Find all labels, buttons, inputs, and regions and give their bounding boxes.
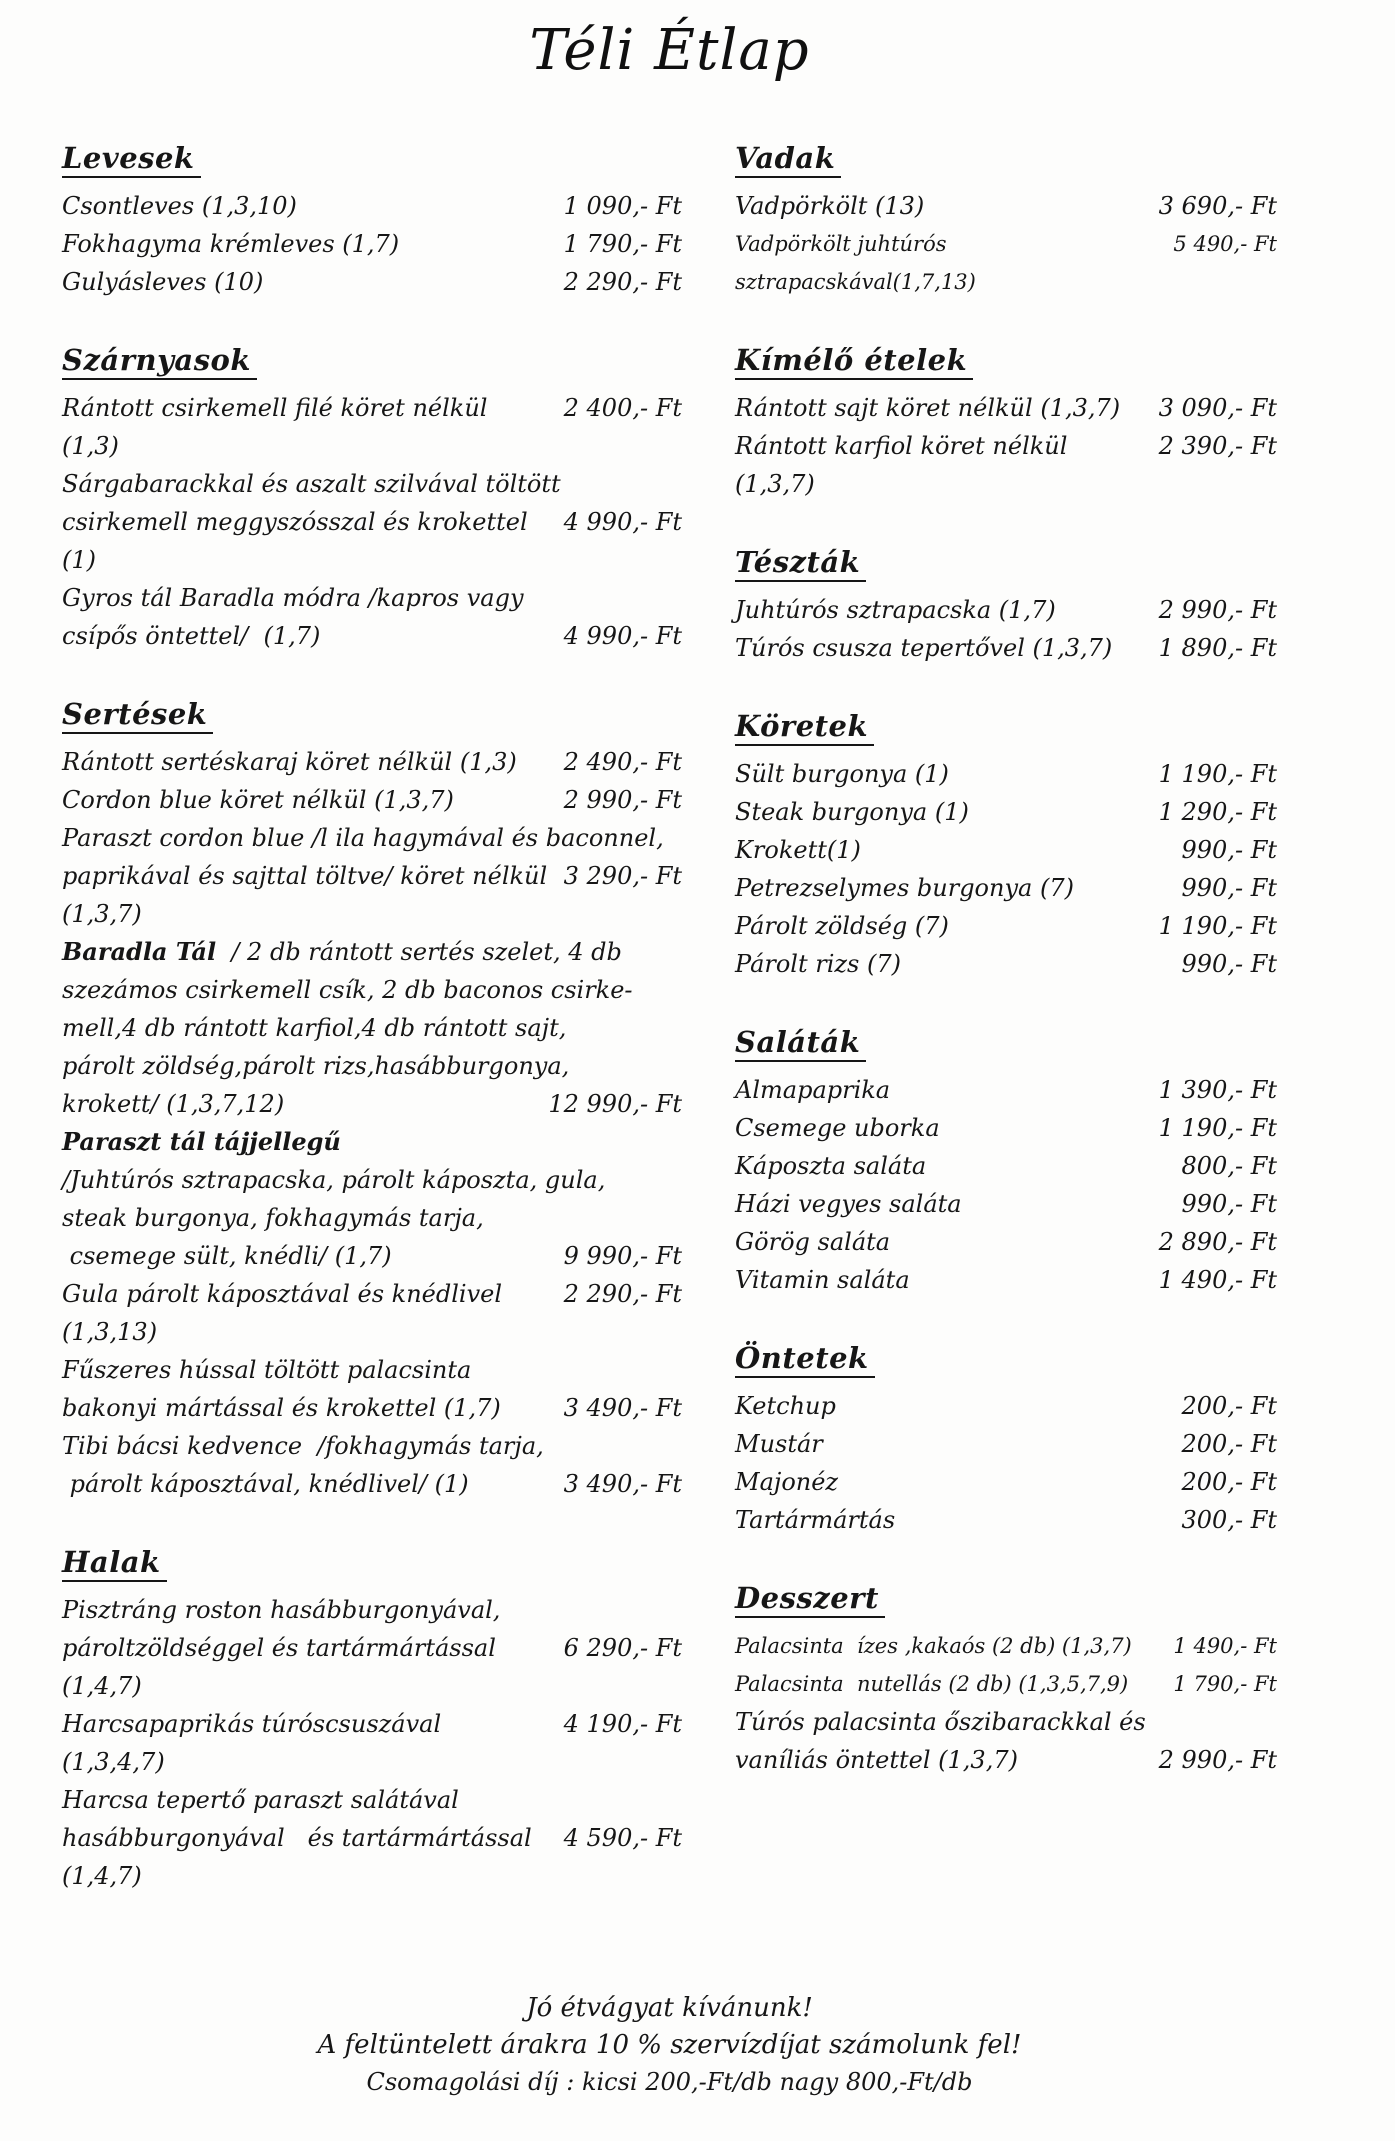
item-price: 2 890,- Ft xyxy=(1158,1228,1277,1256)
item-text xyxy=(735,755,949,793)
menu-item-line xyxy=(62,1819,682,1895)
item-text xyxy=(62,1591,500,1629)
item-price: 1 490,- Ft xyxy=(1173,1634,1277,1658)
footer-line: Jó étvágyat kívánunk! xyxy=(526,1993,813,2023)
item-text-part: paprikával és sajttal töltve/ köret nélkül (1,3,7) xyxy=(62,862,555,928)
menu-section xyxy=(735,1025,1277,1299)
item-text-part: vaníliás öntettel (1,3,7) xyxy=(735,1746,1018,1774)
item-text xyxy=(62,819,664,857)
item-text-part: Rántott csirkemell filé köret nélkül (1,3) xyxy=(62,394,496,460)
menu-section xyxy=(735,1341,1277,1539)
section-heading: Saláták xyxy=(735,1025,866,1062)
item-text xyxy=(62,1781,459,1819)
menu-item-line xyxy=(62,1161,682,1199)
item-text-part: Cordon blue köret nélkül (1,3,7) xyxy=(62,786,454,814)
item-text xyxy=(735,629,1112,667)
section-heading: Szárnyasok xyxy=(62,343,257,380)
item-text-part: Harcsapaprikás túróscsuszával (1,3,4,7) xyxy=(62,1710,449,1776)
menu-item-line xyxy=(735,1665,1277,1703)
item-text xyxy=(735,1261,910,1299)
item-text xyxy=(62,743,517,781)
item-text-part: Fokhagyma krémleves (1,7) xyxy=(62,230,400,258)
item-text xyxy=(735,945,901,983)
item-price: 300,- Ft xyxy=(1181,1506,1277,1534)
menu-item-line xyxy=(62,579,682,617)
menu-item-line xyxy=(62,1237,682,1275)
item-text-part: Rántott sajt köret nélkül (1,3,7) xyxy=(735,394,1121,422)
menu-item-line xyxy=(62,933,682,971)
item-text xyxy=(735,1185,962,1223)
item-text xyxy=(62,1465,469,1503)
item-text xyxy=(62,1819,550,1895)
item-text-part: Párolt zöldség (7) xyxy=(735,912,949,940)
item-text-part: csirkemell meggyszósszal és krokettel (1) xyxy=(62,508,536,574)
item-price: 12 990,- Ft xyxy=(548,1090,682,1118)
menu-item-line xyxy=(62,743,682,781)
item-price: 2 290,- Ft xyxy=(563,268,682,296)
menu-item-line xyxy=(735,1387,1277,1425)
item-price: 990,- Ft xyxy=(1181,950,1277,978)
section-heading: Vadak xyxy=(735,141,841,178)
menu-item-line xyxy=(735,389,1277,427)
item-text-part: Gulyásleves (10) xyxy=(62,268,264,296)
item-text xyxy=(62,781,454,819)
item-text-part: Sült burgonya (1) xyxy=(735,760,949,788)
menu-item-line xyxy=(735,1425,1277,1463)
item-text-part: Vitamin saláta xyxy=(735,1266,910,1294)
item-text xyxy=(735,1627,1132,1665)
item-text-part: Paraszt cordon blue /l ila hagymával és baconnel, xyxy=(62,824,664,852)
item-price: 2 390,- Ft xyxy=(1158,432,1277,460)
item-price: 200,- Ft xyxy=(1181,1392,1277,1420)
item-text-part: párolt zöldség,párolt rizs,hasábburgonya, xyxy=(62,1052,570,1080)
section-heading: Köretek xyxy=(735,709,874,746)
item-price: 2 490,- Ft xyxy=(563,748,682,776)
menu-item-line xyxy=(62,503,682,579)
footer-line: A feltüntelett árakra 10 % szervízdíjat számolunk fel! xyxy=(317,2030,1022,2060)
item-text-part: Palacsinta nutellás (2 db) (1,3,5,7,9) xyxy=(735,1672,1129,1696)
item-text xyxy=(735,187,924,225)
item-text xyxy=(62,617,320,655)
item-text-bold: Paraszt tál tájjellegű xyxy=(62,1127,341,1156)
menu-item-line xyxy=(62,389,682,465)
item-price: 3 690,- Ft xyxy=(1158,192,1277,220)
item-text xyxy=(62,1389,501,1427)
menu-item-line xyxy=(735,1109,1277,1147)
item-price: 2 290,- Ft xyxy=(563,1280,682,1308)
menu-item-line xyxy=(62,1085,682,1123)
menu-item-line xyxy=(735,1627,1277,1665)
item-text-part: Tartármártás xyxy=(735,1506,896,1534)
menu-item-line xyxy=(735,945,1277,983)
item-text-part: steak burgonya, fokhagymás tarja, xyxy=(62,1204,484,1232)
item-text xyxy=(62,225,399,263)
item-text-part: Vadpörkölt (13) xyxy=(735,192,925,220)
menu-item-line xyxy=(62,1047,682,1085)
item-text-part: Házi vegyes saláta xyxy=(735,1190,962,1218)
menu-item-line xyxy=(62,263,682,301)
item-price: 200,- Ft xyxy=(1181,1430,1277,1458)
item-price: 1 390,- Ft xyxy=(1158,1076,1277,1104)
item-text xyxy=(735,1703,1146,1741)
item-text-part: Párolt rizs (7) xyxy=(735,950,901,978)
menu-item-line xyxy=(735,907,1277,945)
item-price: 3 290,- Ft xyxy=(563,862,682,890)
item-price: 3 490,- Ft xyxy=(563,1470,682,1498)
item-text-part: Mustár xyxy=(735,1430,823,1458)
section-heading: Desszert xyxy=(735,1581,885,1618)
menu-item-line xyxy=(735,427,1277,503)
menu-item-line xyxy=(735,1261,1277,1299)
item-text xyxy=(62,263,263,301)
item-text-part: hasábburgonyával és tartármártással (1,4,7) xyxy=(62,1824,547,1890)
item-text xyxy=(735,1741,1018,1779)
menu-item-line xyxy=(62,1427,682,1465)
item-price: 6 290,- Ft xyxy=(563,1634,682,1662)
item-text xyxy=(62,1085,284,1123)
menu-item-line xyxy=(62,1123,682,1161)
item-price: 4 990,- Ft xyxy=(563,622,682,650)
item-price: 2 990,- Ft xyxy=(1158,596,1277,624)
item-text xyxy=(735,1501,895,1539)
menu-item-line xyxy=(735,1071,1277,1109)
menu-item-line xyxy=(62,857,682,933)
item-text-part: / 2 db rántott sertés szelet, 4 db xyxy=(216,938,622,966)
section-heading: Öntetek xyxy=(735,1341,875,1378)
item-text-part: Görög saláta xyxy=(735,1228,891,1256)
menu-item-line xyxy=(62,617,682,655)
item-price: 4 190,- Ft xyxy=(563,1710,682,1738)
item-text xyxy=(735,591,1056,629)
item-text xyxy=(62,187,297,225)
item-text-part: Túrós palacsinta őszibarackkal és xyxy=(735,1708,1146,1736)
item-text-part: Gyros tál Baradla módra /kapros vagy xyxy=(62,584,524,612)
item-text-part: Ketchup xyxy=(735,1392,836,1420)
item-text xyxy=(62,1199,484,1237)
menu-item-line xyxy=(62,1351,682,1389)
item-price: 5 490,- Ft xyxy=(1173,232,1277,256)
item-price: 1 090,- Ft xyxy=(563,192,682,220)
menu-item-line xyxy=(735,591,1277,629)
item-price: 1 190,- Ft xyxy=(1158,912,1277,940)
menu-item-line xyxy=(62,1591,682,1629)
section-heading: Halak xyxy=(62,1545,167,1582)
item-text xyxy=(735,225,1159,301)
item-price: 990,- Ft xyxy=(1181,1190,1277,1218)
item-text-part: krokett/ (1,3,7,12) xyxy=(62,1090,285,1118)
item-price: 1 790,- Ft xyxy=(1173,1672,1277,1696)
menu-item-line xyxy=(62,225,682,263)
menu-item-line xyxy=(735,831,1277,869)
item-text-part: Csemege uborka xyxy=(735,1114,940,1142)
item-text-part: Vadpörkölt juhtúrós sztrapacskával(1,7,13) xyxy=(735,232,976,294)
menu-item-line xyxy=(62,1629,682,1705)
item-text-part: Rántott sertéskaraj köret nélkül (1,3) xyxy=(62,748,517,776)
item-price: 3 090,- Ft xyxy=(1158,394,1277,422)
item-price: 1 490,- Ft xyxy=(1158,1266,1277,1294)
item-text xyxy=(735,831,861,869)
item-text xyxy=(735,1463,838,1501)
item-text-part: /Juhtúrós sztrapacska, párolt káposzta, gula, xyxy=(62,1166,606,1194)
menu-item-line xyxy=(62,819,682,857)
item-text-part: Rántott karfiol köret nélkül (1,3,7) xyxy=(735,432,1076,498)
item-text xyxy=(735,869,1074,907)
section-heading: Tészták xyxy=(735,545,866,582)
menu-item-line xyxy=(735,1703,1277,1741)
menu-section xyxy=(62,141,682,301)
item-text-part: pároltzöldséggel és tartármártással (1,4,7) xyxy=(62,1634,504,1700)
menu-item-line xyxy=(735,869,1277,907)
item-text-part: Sárgabarackkal és aszalt szilvával töltött xyxy=(62,470,561,498)
menu-item-line xyxy=(735,1147,1277,1185)
item-text xyxy=(62,1705,550,1781)
menu-item-line xyxy=(62,465,682,503)
footer-line: Csomagolási díj : kicsi 200,-Ft/db nagy 800,-Ft/db xyxy=(366,2068,973,2096)
item-price: 1 290,- Ft xyxy=(1158,798,1277,826)
item-text xyxy=(62,1427,544,1465)
item-text xyxy=(62,579,524,617)
menu-item-line xyxy=(735,1501,1277,1539)
menu-item-line xyxy=(735,629,1277,667)
menu-item-line xyxy=(735,225,1277,301)
menu-item-line xyxy=(62,187,682,225)
item-text xyxy=(735,1223,890,1261)
item-text-part: mell,4 db rántott karfiol,4 db rántott sajt, xyxy=(62,1014,567,1042)
item-text xyxy=(62,857,555,933)
item-price: 3 490,- Ft xyxy=(563,1394,682,1422)
menu-item-line xyxy=(62,1781,682,1819)
menu-columns xyxy=(62,141,1277,1895)
item-text xyxy=(62,933,622,971)
item-price: 990,- Ft xyxy=(1181,836,1277,864)
item-price: 4 990,- Ft xyxy=(563,508,682,536)
item-price: 1 190,- Ft xyxy=(1158,1114,1277,1142)
menu-item-line xyxy=(735,1223,1277,1261)
item-text xyxy=(735,793,969,831)
menu-item-line xyxy=(62,781,682,819)
item-text xyxy=(62,1161,605,1199)
item-text-part: Almapaprika xyxy=(735,1076,891,1104)
menu-section xyxy=(62,343,682,655)
item-text-part: Majonéz xyxy=(735,1468,839,1496)
menu-section xyxy=(735,343,1277,503)
item-text xyxy=(735,1665,1128,1703)
menu-section xyxy=(62,1545,682,1895)
item-text xyxy=(735,1071,890,1109)
item-text-part: Steak burgonya (1) xyxy=(735,798,969,826)
menu-item-line xyxy=(735,187,1277,225)
item-text-part: Palacsinta ízes ,kakaós (2 db) (1,3,7) xyxy=(735,1634,1132,1658)
item-price: 9 990,- Ft xyxy=(563,1242,682,1270)
item-text-part: Csontleves (1,3,10) xyxy=(62,192,297,220)
menu-item-line xyxy=(62,1389,682,1427)
item-text-part: bakonyi mártással és krokettel (1,7) xyxy=(62,1394,501,1422)
item-text xyxy=(62,1629,550,1705)
item-text xyxy=(62,1351,471,1389)
item-text-part: Túrós csusza tepertővel (1,3,7) xyxy=(735,634,1113,662)
item-text xyxy=(735,1387,836,1425)
menu-item-line xyxy=(62,1275,682,1351)
menu-item-line xyxy=(62,1705,682,1781)
item-price: 1 890,- Ft xyxy=(1158,634,1277,662)
item-text-part: Tibi bácsi kedvence /fokhagymás tarja, xyxy=(62,1432,544,1460)
item-text xyxy=(62,1275,550,1351)
footer xyxy=(62,1990,1277,2101)
section-heading: Levesek xyxy=(62,141,201,178)
item-price: 2 990,- Ft xyxy=(563,786,682,814)
item-text xyxy=(62,1123,341,1161)
item-text xyxy=(735,1147,926,1185)
menu-section xyxy=(735,1581,1277,1779)
item-text-part: párolt káposztával, knédlivel/ (1) xyxy=(62,1470,469,1498)
page-title: Téli Étlap xyxy=(529,18,810,83)
item-text xyxy=(735,907,949,945)
item-text xyxy=(62,1009,566,1047)
item-text-part: szezámos csirkemell csík, 2 db baconos csirke- xyxy=(62,976,633,1004)
item-text-part: Gula párolt káposztával és knédlivel (1,3,13) xyxy=(62,1280,510,1346)
item-text-part: csípős öntettel/ (1,7) xyxy=(62,622,321,650)
item-text xyxy=(735,389,1120,427)
menu-section xyxy=(62,697,682,1503)
item-text-part: Petrezselymes burgonya (7) xyxy=(735,874,1074,902)
menu-item-line xyxy=(735,1741,1277,1779)
menu-section xyxy=(735,545,1277,667)
item-price: 4 590,- Ft xyxy=(563,1824,682,1852)
menu-section xyxy=(735,709,1277,983)
item-text xyxy=(62,465,561,503)
item-text-part: Juhtúrós sztrapacska (1,7) xyxy=(735,596,1056,624)
menu-item-line xyxy=(735,755,1277,793)
menu-item-line xyxy=(62,1199,682,1237)
item-text-part: Krokett(1) xyxy=(735,836,861,864)
section-heading: Kímélő ételek xyxy=(735,343,973,380)
item-text-part: Fűszeres hússal töltött palacsinta xyxy=(62,1356,472,1384)
item-text xyxy=(62,1047,569,1085)
menu-item-line xyxy=(735,793,1277,831)
item-text xyxy=(62,503,550,579)
item-price: 2 990,- Ft xyxy=(1158,1746,1277,1774)
left-column xyxy=(62,141,682,1895)
menu-item-line xyxy=(62,1465,682,1503)
section-heading: Sertések xyxy=(62,697,213,734)
item-text xyxy=(735,1425,823,1463)
item-price: 200,- Ft xyxy=(1181,1468,1277,1496)
menu-section xyxy=(735,141,1277,301)
right-column xyxy=(735,141,1277,1895)
item-price: 990,- Ft xyxy=(1181,874,1277,902)
item-text-part: Káposzta saláta xyxy=(735,1152,927,1180)
item-text xyxy=(62,1237,392,1275)
menu-item-line xyxy=(62,971,682,1009)
item-text-bold: Baradla Tál xyxy=(62,937,217,966)
item-price: 1 190,- Ft xyxy=(1158,760,1277,788)
menu-item-line xyxy=(735,1463,1277,1501)
item-text-part: Pisztráng roston hasábburgonyával, xyxy=(62,1596,501,1624)
item-text-part: csemege sült, knédli/ (1,7) xyxy=(62,1242,392,1270)
item-text xyxy=(735,427,1145,503)
item-price: 1 790,- Ft xyxy=(563,230,682,258)
item-text-part: Harcsa tepertő paraszt salátával xyxy=(62,1786,459,1814)
item-text xyxy=(735,1109,940,1147)
item-price: 2 400,- Ft xyxy=(563,394,682,422)
item-price: 800,- Ft xyxy=(1181,1152,1277,1180)
item-text xyxy=(62,389,550,465)
menu-item-line xyxy=(62,1009,682,1047)
menu-item-line xyxy=(735,1185,1277,1223)
item-text xyxy=(62,971,633,1009)
